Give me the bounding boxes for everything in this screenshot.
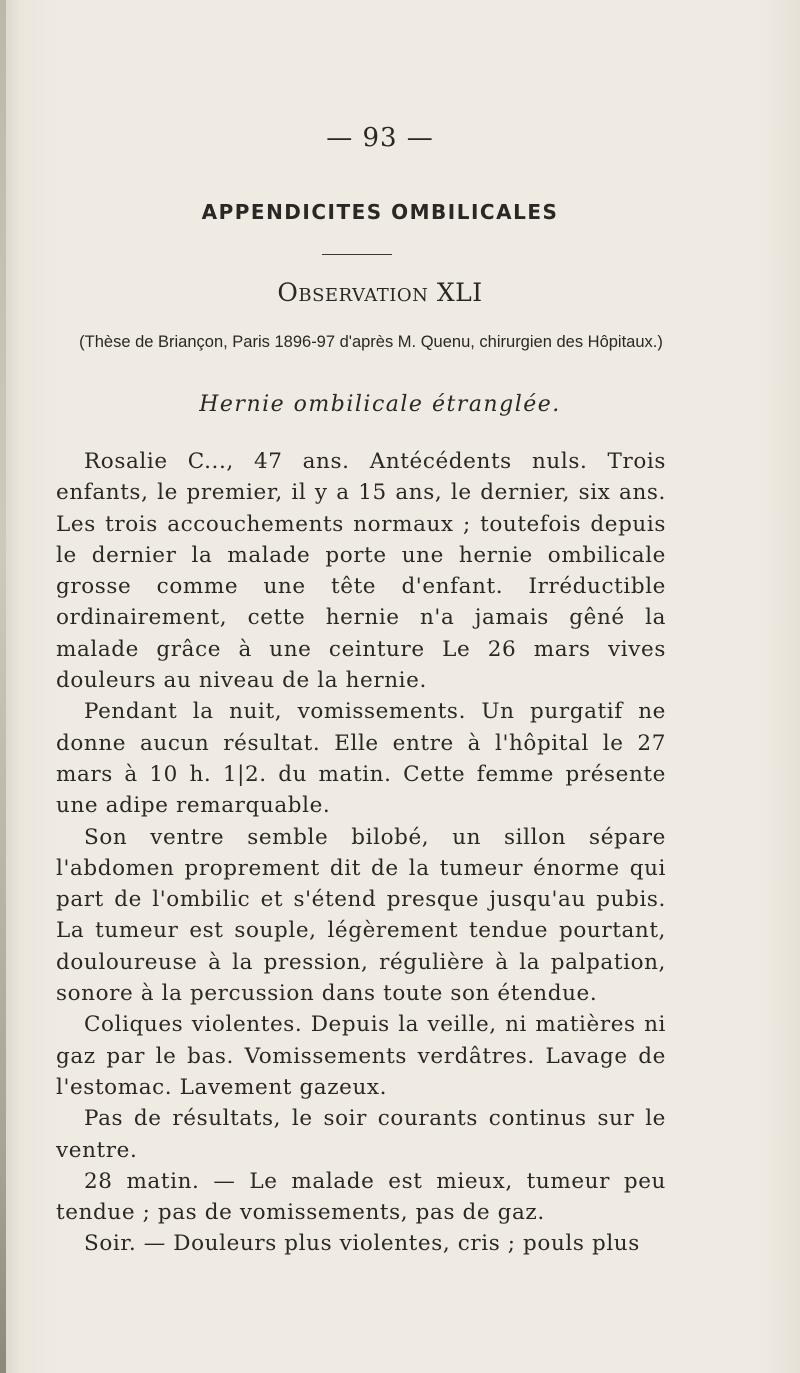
body-text — [56, 446, 666, 1260]
paragraph: Coliques violentes. Depuis la veille, ni matières ni gaz par le bas. Vomissements verdâtres. Lavage de l'estomac. Lavement gazeux. — [56, 1012, 666, 1100]
paragraph: Pas de résultats, le soir courants continus sur le ventre. — [56, 1106, 666, 1163]
case-subtitle: Hernie ombilicale étranglée. — [199, 392, 561, 417]
paragraph: Soir. — Douleurs plus violentes, cris ; pouls plus — [84, 1231, 640, 1257]
paragraph: Pendant la nuit, vomissements. Un purgatif ne donne aucun résultat. Elle entre à l'hôpital le 27 mars à 10 h. 1|2. du matin. Cette femme présente une adipe remarquable. — [56, 699, 666, 819]
separator-rule — [322, 254, 392, 255]
observation-heading: Observation XLI — [277, 278, 483, 307]
paragraph: Rosalie C..., 47 ans. Antécédents nuls. Trois enfants, le premier, il y a 15 ans, le dernier, six ans. Les trois accouchements normaux ; toutefois depuis le dernier la malade porte une hernie ombilicale grosse comme une tête d'enfant. Irréductible ordinairement, cette hernie n'a jamais gêné la malade grâce à une ceinture Le 26 mars vives douleurs au niveau de la hernie. — [56, 449, 666, 694]
section-title: APPENDICITES OMBILICALES — [201, 200, 559, 224]
paragraph: 28 matin. — Le malade est mieux, tumeur peu tendue ; pas de vomissements, pas de gaz. — [56, 1168, 666, 1226]
page-number: — 93 — — [326, 123, 434, 153]
source-citation: (Thèse de Briançon, Paris 1896-97 d'après M. Quenu, chirurgien des Hôpitaux.) — [79, 333, 663, 351]
paragraph: Son ventre semble bilobé, un sillon sépare l'abdomen proprement dit de la tumeur énorme qui part de l'ombilic et s'étend presque jusqu'au pubis. La tumeur est souple, légèrement tendue pourtant, douloureuse à la pression, régulière à la palpation, sonore à la percussion dans toute son étendue. — [56, 824, 666, 1007]
